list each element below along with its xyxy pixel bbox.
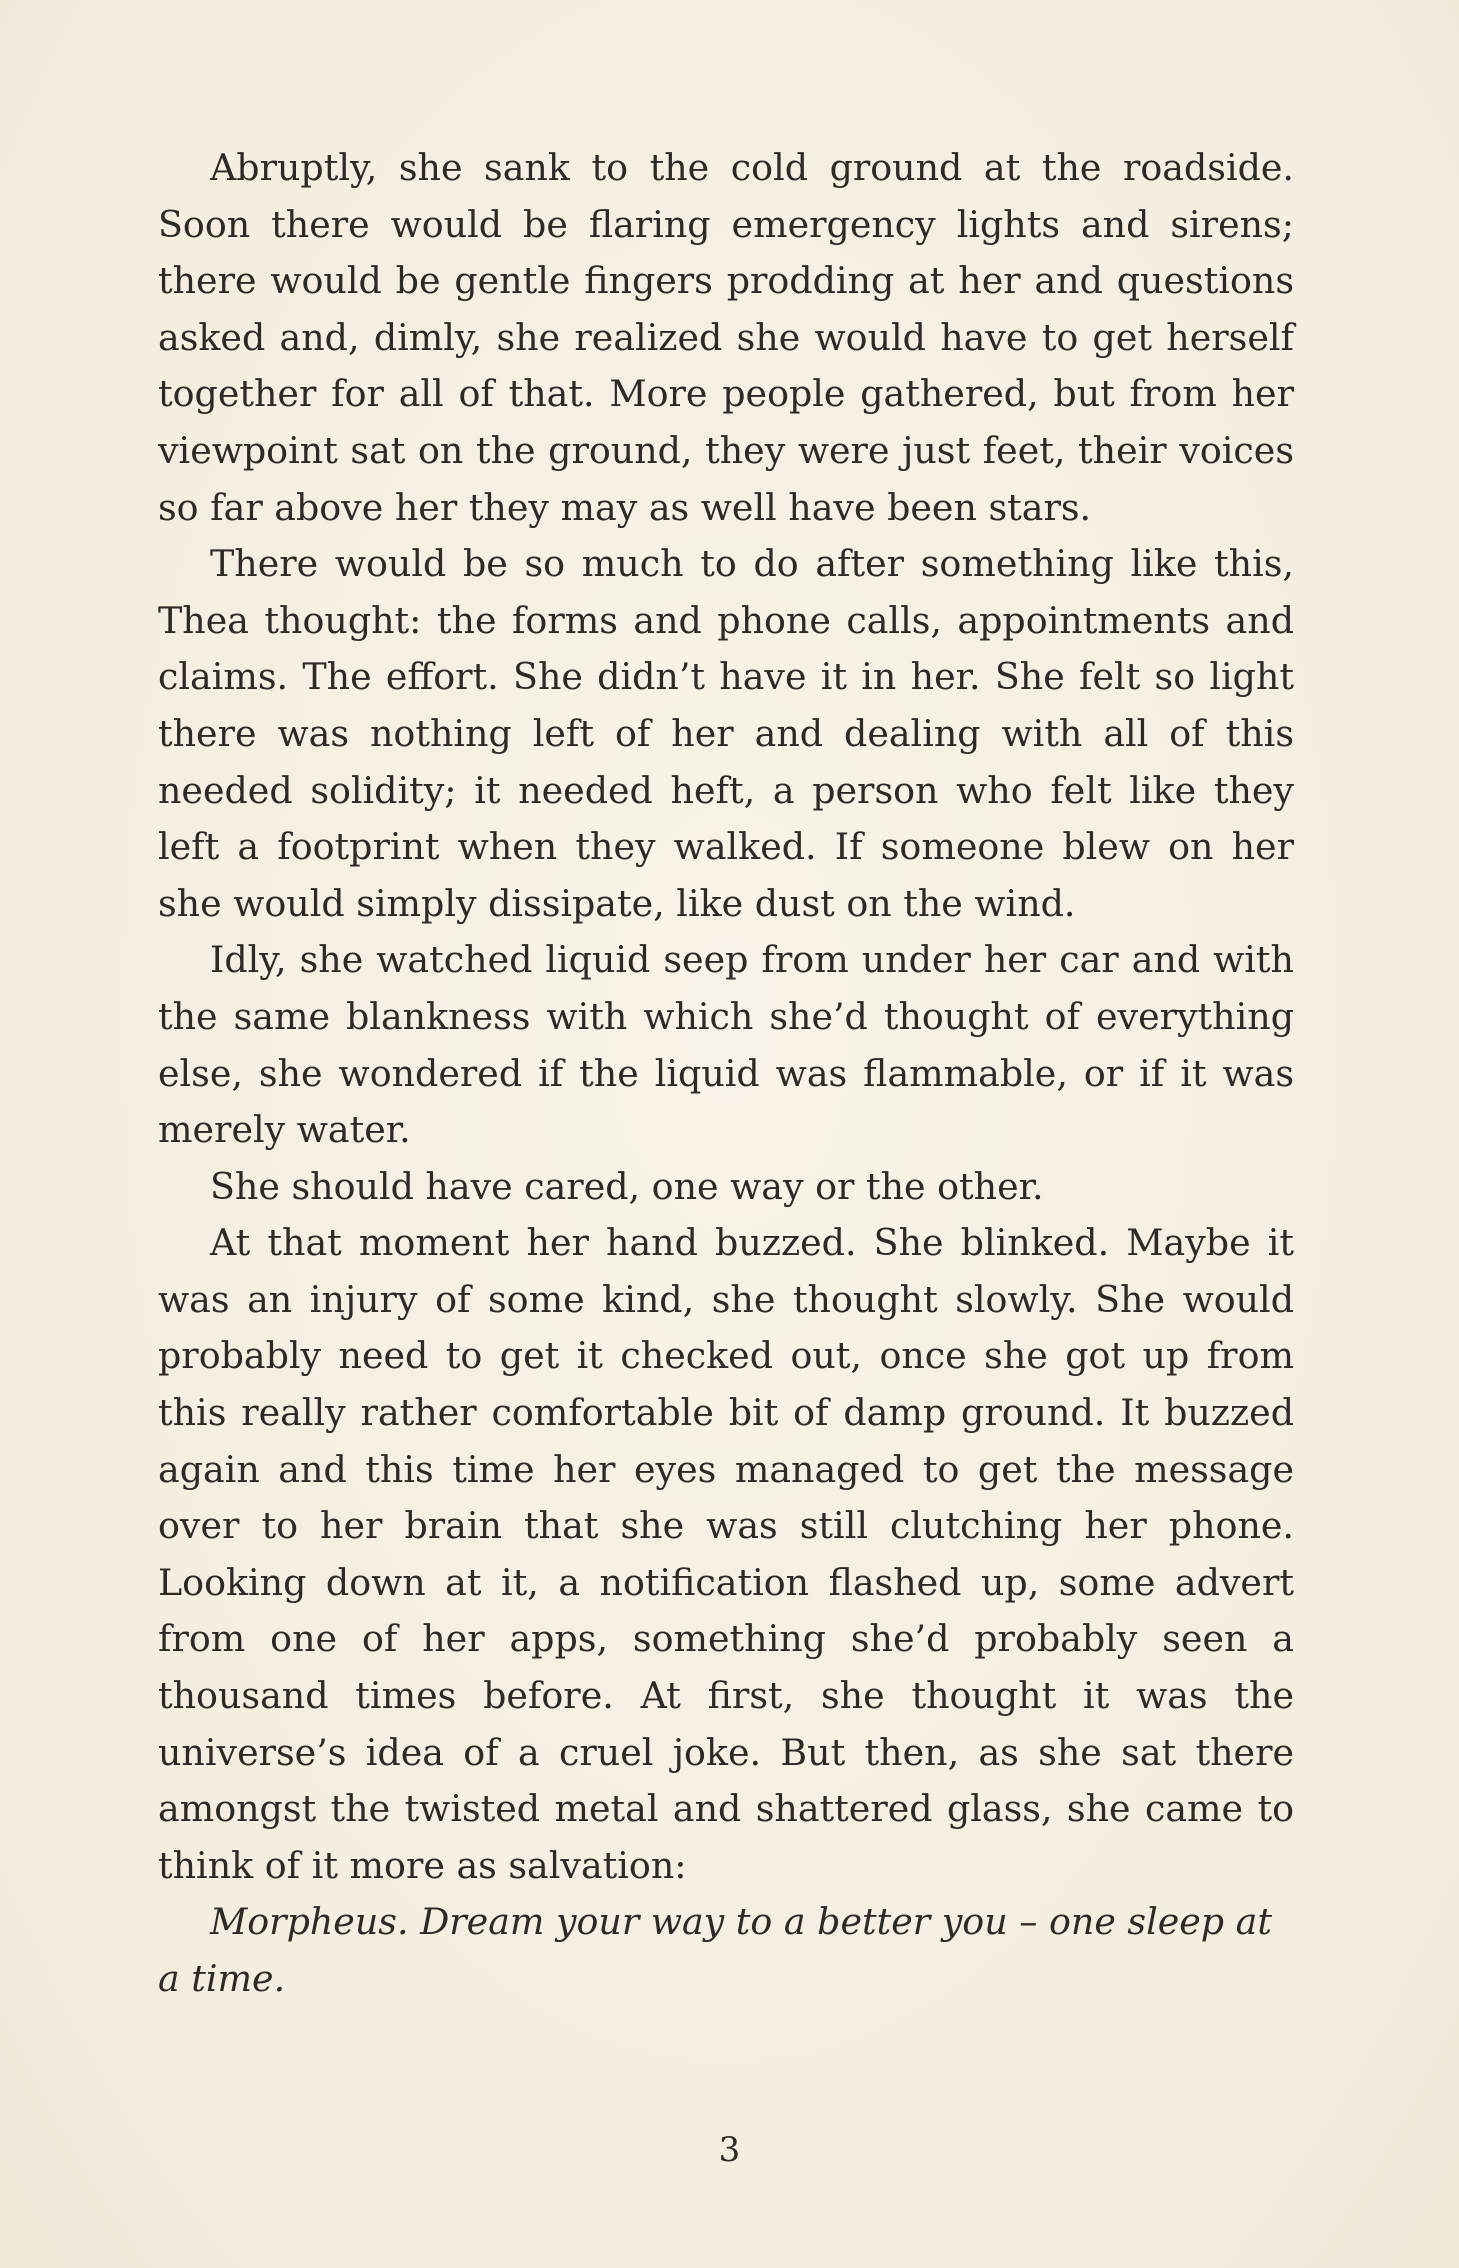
paragraph: Idly, she watched liquid seep from under her car and with the same blankness with which she’d thought of everything else, she wondered if the liquid was flammable, or if it was merely water. (158, 938, 1294, 1152)
paragraph: There would be so much to do after something like this, Thea thought: the forms and phone calls, appointments and claims. The effort. She didn’t have it in her. She felt so light there was nothing left of her and dealing with all of this needed solidity; it needed heft, a person who felt like they left a footprint when they walked. If someone blew on her she would simply dissipate, like dust on the wind. (158, 542, 1294, 925)
paragraph: She should have cared, one way or the other. (210, 1164, 1044, 1208)
page-number: 3 (718, 2130, 741, 2170)
paragraph: At that moment her hand buzzed. She blinked. Maybe it was an injury of some kind, she thought slowly. She would probably need to get it checked out, once she got up from this really rather comfortable bit of damp ground. It buzzed again and this time her eyes managed to get the message over to her brain that she was still clutching her phone. Looking down at it, a notification flashed up, some advert from one of her apps, something she’d probably seen a thousand times before. At first, she thought it was the universe’s idea of a cruel joke. But then, as she sat there amongst the twisted metal and shattered glass, she came to think of it more as salvation: (158, 1221, 1294, 1887)
app-tagline: Morpheus. Dream your way to a better you – one sleep at a time. (158, 1900, 1272, 2000)
paragraph: Abruptly, she sank to the cold ground at the roadside. Soon there would be flaring emergency lights and sirens; there would be gentle fingers prodding at her and questions asked and, dimly, she realized she would have to get herself together for all of that. More people gathered, but from her viewpoint sat on the ground, they were just feet, their voices so far above her they may as well have been stars. (158, 146, 1294, 529)
body-text (158, 140, 1294, 2008)
